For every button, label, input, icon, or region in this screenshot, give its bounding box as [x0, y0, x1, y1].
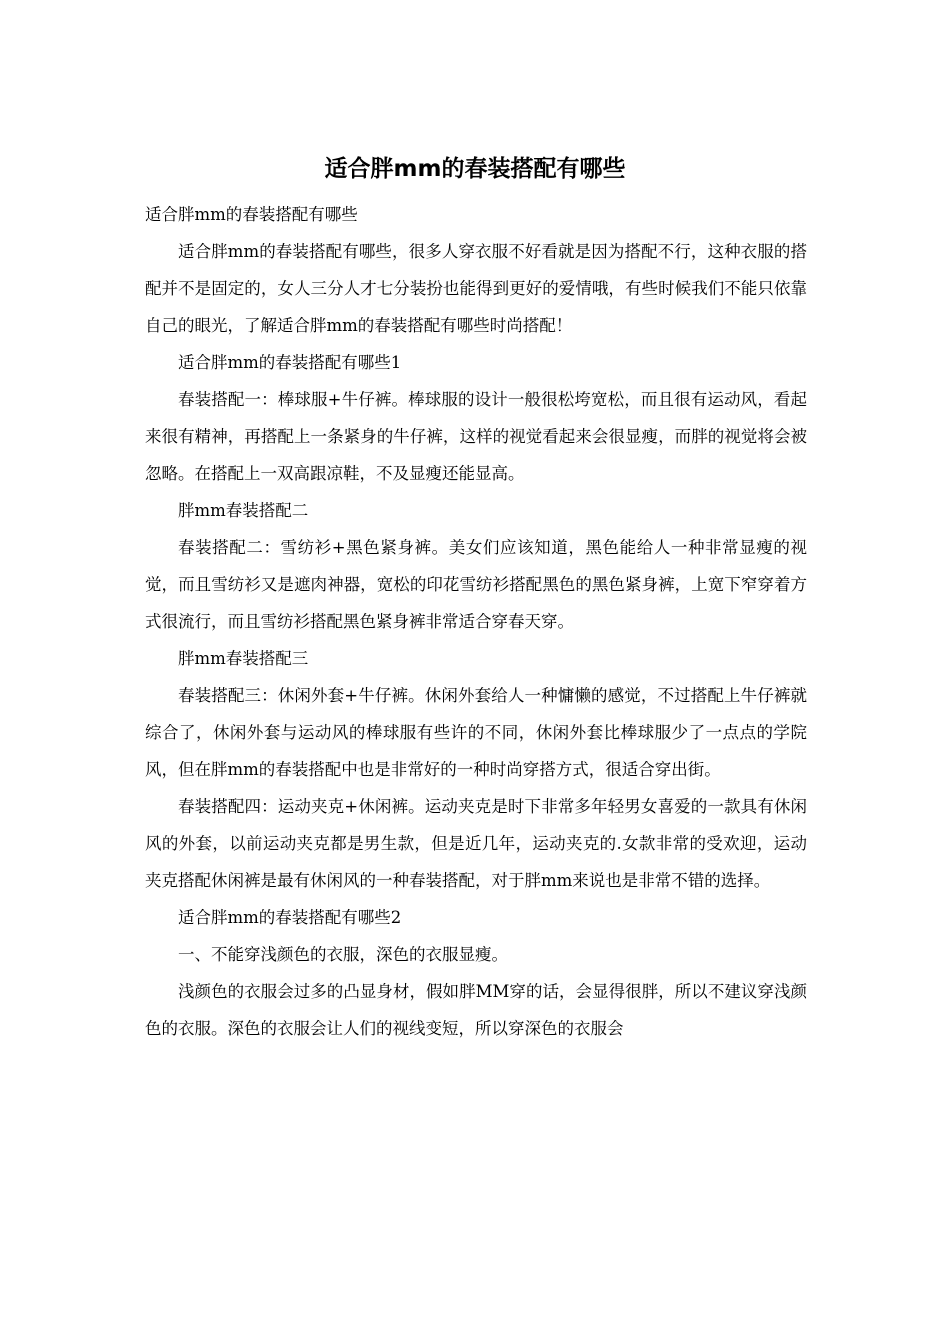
section-heading: 适合胖mm的春装搭配有哪些2: [178, 908, 402, 927]
section-heading: 适合胖mm的春装搭配有哪些1: [178, 353, 402, 372]
body-paragraph: 春装搭配四：运动夹克+休闲裤。运动夹克是时下非常多年轻男女喜爱的一款具有休闲风的外套，以前运动夹克都是男生款，但是近几年，运动夹克的.女款非常的受欢迎，运动夹克搭配休闲裤是最有休闲风的一种春装搭配，对于胖mm来说也是非常不错的选择。: [145, 797, 807, 890]
body-paragraph: 适合胖mm的春装搭配有哪些: [145, 205, 358, 224]
section-heading: 胖mm春装搭配三: [178, 649, 309, 668]
section-heading: 胖mm春装搭配二: [178, 501, 309, 520]
document-title: 适合胖mm的春装搭配有哪些: [324, 156, 626, 182]
body-paragraph: 春装搭配二：雪纺衫+黑色紧身裤。美女们应该知道，黑色能给人一种非常显瘦的视觉，而且雪纺衫又是遮肉神器，宽松的印花雪纺衫搭配黑色的黑色紧身裤，上宽下窄穿着方式很流行，而且雪纺衫搭配黑色紧身裤非常适合穿春天穿。: [145, 538, 807, 631]
body-paragraph: 一、不能穿浅颜色的衣服，深色的衣服显瘦。: [178, 945, 508, 964]
body-paragraph: 浅颜色的衣服会过多的凸显身材，假如胖MM穿的话，会显得很胖，所以不建议穿浅颜色的衣服。深色的衣服会让人们的视线变短，所以穿深色的衣服会: [145, 982, 807, 1038]
body-paragraph: 适合胖mm的春装搭配有哪些，很多人穿衣服不好看就是因为搭配不行，这种衣服的搭配并不是固定的，女人三分人才七分装扮也能得到更好的爱情哦，有些时候我们不能只依靠自己的眼光，了解适合胖mm的春装搭配有哪些时尚搭配！: [145, 242, 807, 335]
body-paragraph: 春装搭配三：休闲外套+牛仔裤。休闲外套给人一种慵懒的感觉，不过搭配上牛仔裤就综合了，休闲外套与运动风的棒球服有些许的不同，休闲外套比棒球服少了一点点的学院风，但在胖mm的春装搭配中也是非常好的一种时尚穿搭方式，很适合穿出街。: [145, 686, 807, 779]
document-body: [145, 196, 807, 1047]
body-paragraph: 春装搭配一：棒球服+牛仔裤。棒球服的设计一般很松垮宽松，而且很有运动风，看起来很有精神，再搭配上一条紧身的牛仔裤，这样的视觉看起来会很显瘦，而胖的视觉将会被忽略。在搭配上一双高跟凉鞋，不及显瘦还能显高。: [145, 390, 807, 483]
